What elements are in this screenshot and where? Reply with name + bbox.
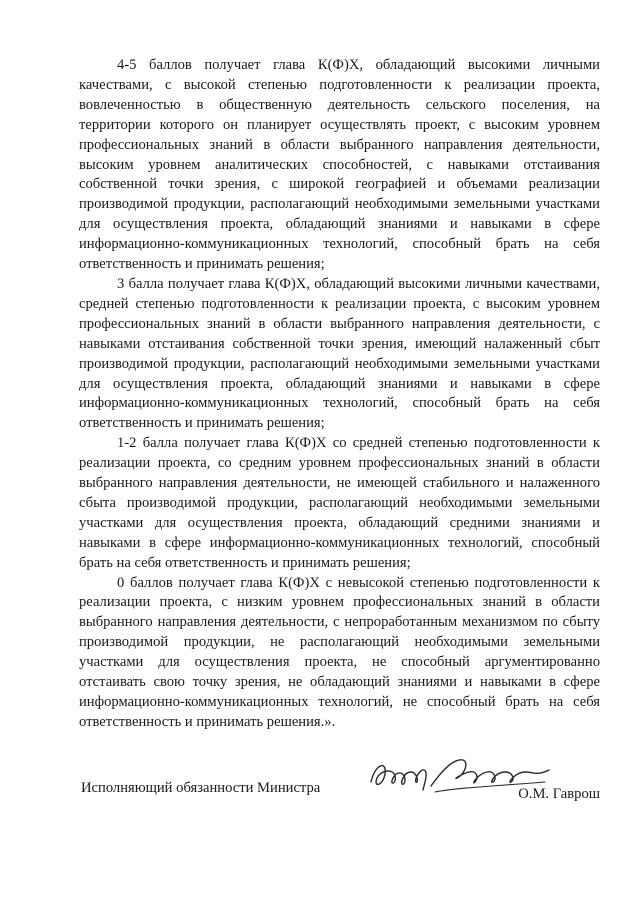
signature-block <box>79 774 600 814</box>
signatory-title: Исполняющий обязанности Министра <box>81 780 321 796</box>
paragraph-1-2-points: 1-2 балла получает глава К(Ф)Х со средней степенью подготовленности к реализации проекта, со средним уровнем профессиональных знаний в области выбранного направления деятельности, не имеющей стабильного и налаженного сбыта производимой продукции, располагающий необходимыми земельными участками для осуществления проекта, обладающий средними знаниями и навыками в сфере информационно-коммуникационных технологий, способный брать на себя ответственность и принимать решения; <box>79 435 600 571</box>
document-body <box>79 56 600 733</box>
paragraph-4-5-points: 4-5 баллов получает глава К(Ф)Х, обладающий высокими личными качествами, с высокой степенью подготовленности к реализации проекта, вовлеченностью в общественную деятельность сельского поселения, на территории которого он планирует осуществлять проект, с высоким уровнем профессиональных знаний в области выбранного направления деятельности, высоким уровнем аналитических способностей, с навыками отстаивания собственной точки зрения, с широкой географией и объемами реализации производимой продукции, располагающий необходимыми земельными участками для осуществления проекта, обладающий знаниями и навыками в сфере информационно-коммуникационных технологий, способный брать на себя ответственность и принимать решения; <box>79 57 600 273</box>
signatory-name: О.М. Гаврош <box>518 786 600 802</box>
paragraph-0-points: 0 баллов получает глава К(Ф)Х с невысокой степенью подготовленности к реализации проекта, с низким уровнем профессиональных знаний в области выбранного направления деятельности, с непроработанным механизмом по сбыту производимой продукции, не располагающий необходимыми земельными участками для осуществления проекта, не способный аргументированно отстаивать свою точку зрения, не обладающий знаниями и навыками в сфере информационно-коммуникационных технологий, не способный брать на себя ответственность и принимать решения.». <box>79 574 600 730</box>
paragraph-3-points: 3 балла получает глава К(Ф)Х, обладающий высокими личными качествами, средней степенью подготовленности к реализации проекта, с высоким уровнем профессиональных знаний в области выбранного направления деятельности, с навыками отстаивания собственной точки зрения, имеющий налаженный сбыт производимой продукции, располагающий необходимыми земельными участками для осуществления проекта, обладающий знаниями и навыками в сфере информационно-коммуникационных технологий, способный брать на себя ответственность и принимать решения; <box>79 275 600 432</box>
